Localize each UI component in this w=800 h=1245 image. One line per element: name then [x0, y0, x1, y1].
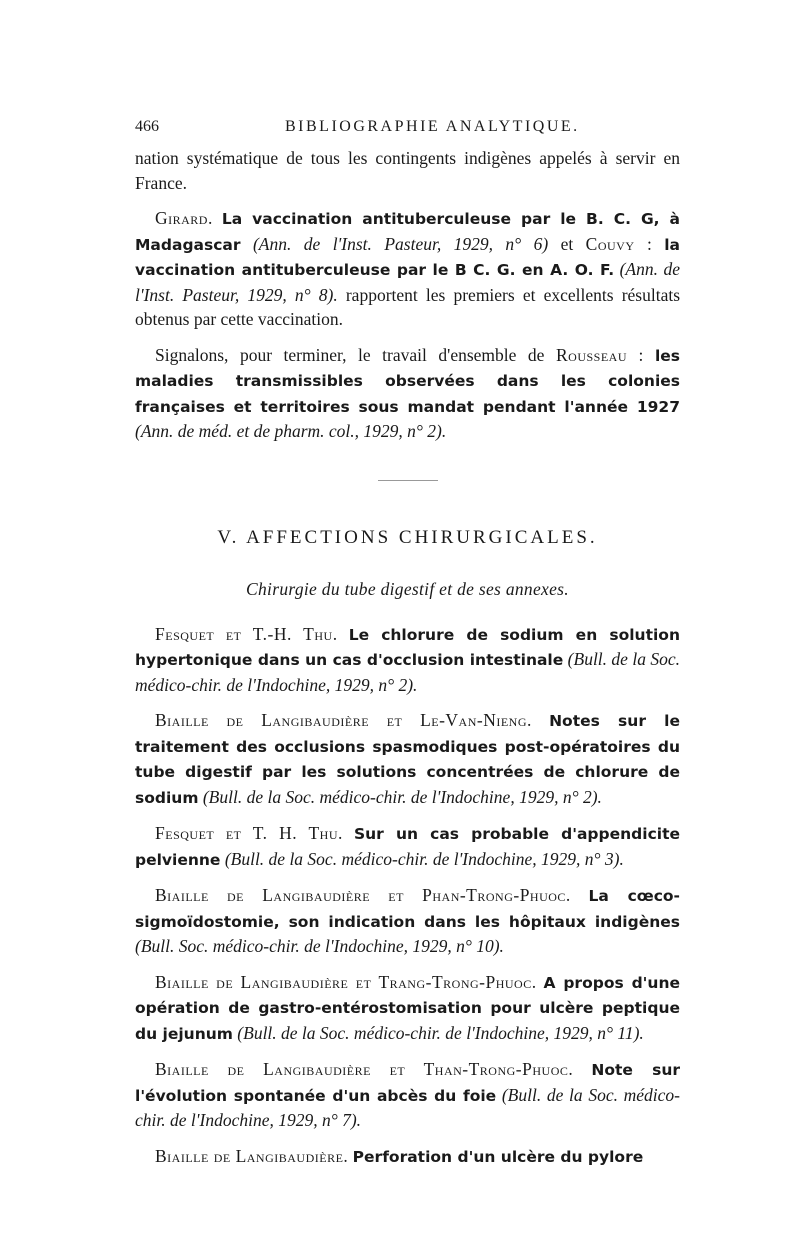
intro-paragraph	[135, 146, 680, 195]
author: Couvy	[585, 233, 635, 254]
entry-ref: (Bull. de la Soc. médico-chir. de l'Indochine, 1929, n° 11).	[237, 1022, 644, 1043]
entry-title: La cœco-sigmoïdostomie, son indication dans les hôpitaux indigènes	[135, 887, 680, 931]
bibliography-entry	[135, 708, 680, 810]
section-heading: V. AFFECTIONS CHIRURGICALES.	[217, 526, 598, 548]
entry-ref: (Bull. de la Soc. médico-chir. de l'Indochine, 1929, n° 7).	[135, 1084, 680, 1130]
running-head	[135, 118, 680, 136]
entry-author: Fesquet et T. H. Thu.	[155, 823, 343, 843]
author: Girard.	[155, 208, 213, 228]
bibliography-entry	[135, 970, 680, 1047]
entry-author: Biaille de Langibaudière et Phan-Trong-Phuoc.	[155, 885, 571, 905]
article-title: La vaccination antituberculeuse par le B. C. G, à Madagascar	[135, 210, 681, 254]
entry-title: Sur un cas probable d'appendicite pelvienne	[135, 825, 680, 869]
bibliography-entry	[135, 821, 680, 872]
article-title: la vaccination antituberculeuse par le B C. G. en A. O. F.	[135, 235, 681, 279]
entry-title: Le chlorure de sodium en solution hypertonique dans un cas d'occlusion intestinale	[135, 625, 680, 669]
bibliography-entry	[135, 1144, 680, 1170]
section-divider	[378, 480, 438, 481]
journal-ref: (Ann. de méd. et de pharm. col., 1929, n° 2).	[135, 421, 447, 441]
entry-ref: (Bull. de la Soc. médico-chir. de l'Indochine, 1929, n° 2).	[202, 786, 602, 807]
colon: :	[646, 233, 652, 254]
entry-author: Biaille de Langibaudière et Trang-Trong-Phuoc.	[155, 971, 537, 992]
entry-author: Biaille de Langibaudière.	[155, 1145, 349, 1166]
rousseau-paragraph	[135, 343, 680, 444]
section-subheading: Chirurgie du tube digestif et de ses annexes.	[246, 578, 569, 599]
entry-author: Fesquet et T.-H. Thu.	[155, 623, 338, 644]
paragraph-text: rapportent les premiers et excellents résultats obtenus par cette vaccination.	[135, 284, 681, 329]
journal-ref: (Ann. de l'Inst. Pasteur, 1929, n° 6)	[252, 233, 549, 254]
intro-text: nation systématique de tous les contingents indigènes appelés à servir en France.	[135, 148, 680, 193]
connector: et	[560, 233, 574, 254]
entry-ref: (Bull. de la Soc. médico-chir. de l'Indochine, 1929, n° 3).	[224, 848, 624, 869]
running-title: BIBLIOGRAPHIE ANALYTIQUE.	[285, 118, 580, 135]
bibliography-entry	[135, 622, 680, 698]
entry-author: Biaille de Langibaudière et Le-Van-Nieng.	[155, 710, 532, 730]
paragraph-text: Signalons, pour terminer, le travail d'ensemble de	[155, 344, 545, 365]
page-number: 466	[135, 118, 159, 135]
entry-ref: (Bull. de la Soc. médico-chir. de l'Indochine, 1929, n° 2).	[135, 649, 681, 695]
journal-ref: (Ann. de l'Inst. Pasteur, 1929, n° 8).	[135, 259, 680, 305]
entry-title: Note sur l'évolution spontanée d'un abcès du foie	[135, 1061, 681, 1105]
bibliography-entry	[135, 883, 680, 959]
article-title: les maladies transmissibles observées dans les colonies françaises et territoires sous mandat pendant l'année 1927	[135, 346, 680, 416]
entry-title: Perforation d'un ulcère du pylore	[352, 1147, 644, 1166]
girard-paragraph	[135, 206, 680, 332]
bibliography-entry	[135, 1057, 680, 1133]
author: Rousseau	[555, 344, 627, 365]
entry-title: Notes sur le traitement des occlusions spasmodiques post-opératoires du tube digestif par les solutions concentrées de chlorure de sodium	[135, 712, 680, 807]
page	[135, 118, 680, 1169]
entry-title: A propos d'une opération de gastro-entérostomisation pour ulcère peptique du jejunum	[135, 973, 680, 1043]
colon: :	[638, 344, 644, 365]
entry-ref: (Bull. Soc. médico-chir. de l'Indochine, 1929, n° 10).	[135, 936, 504, 956]
entry-author: Biaille de Langibaudière et Than-Trong-Phuoc.	[155, 1059, 574, 1079]
